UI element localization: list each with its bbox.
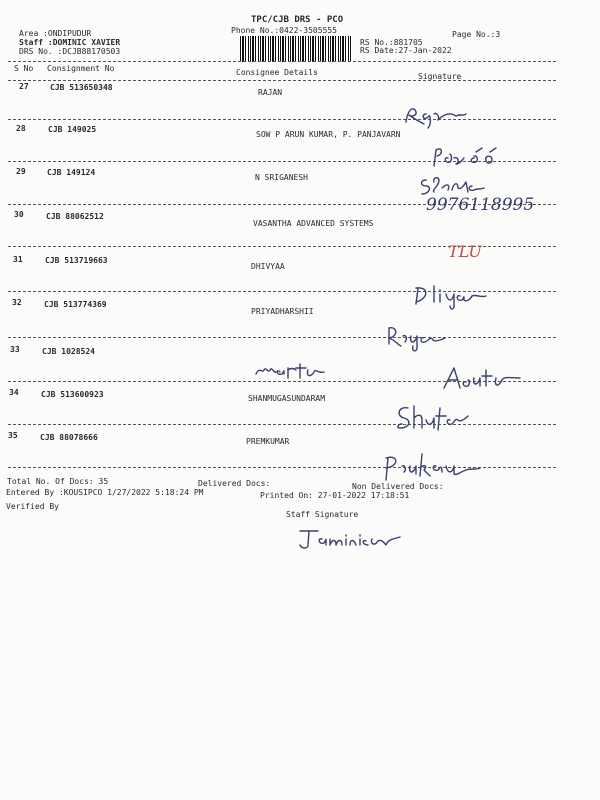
staff-signature-label: Staff Signature [286,510,359,519]
row-consignee: PREMKUMAR [246,437,290,446]
handwritten-signature [380,450,490,484]
handwritten-signature [440,364,530,394]
row-consignment: CJB 513719663 [45,256,108,265]
row-sno: 32 [12,298,22,307]
rs-date: RS Date:27-Jan-2022 [360,46,452,55]
row-consignment: CJB 88078666 [40,433,98,442]
printed-on: Printed On: 27-01-2022 17:18:51 [260,491,410,500]
phone-number: Phone No.:0422-3505555 [231,26,337,35]
handwritten-signature [430,142,510,172]
row-divider [8,119,556,120]
handwritten-signature [252,356,332,382]
staff-handwritten-signature [296,525,416,555]
handwritten-signature [400,100,470,130]
col-signature: Signature [418,72,462,81]
handwritten-signature [385,322,455,352]
non-delivered-docs: Non Delivered Docs: [352,482,444,491]
entered-by: Entered By :KOUSIPCO 1/27/2022 5:18:24 PM [6,488,204,497]
handwritten-signature [410,280,500,308]
row-divider [8,337,556,338]
row-sno: 33 [10,345,20,354]
row-sno: 29 [16,167,26,176]
verified-by: Verified By [6,502,59,511]
row-consignee: PRIYADHARSHII [251,307,314,316]
handwritten-phone: 9976118995 [426,195,535,215]
document-title: TPC/CJB DRS - PCO [251,15,344,25]
row-consignee: DHIVYAA [251,262,285,271]
row-sno: 30 [14,210,24,219]
row-sno: 34 [9,388,19,397]
row-consignment: CJB 88062512 [46,212,104,221]
handwritten-initials [444,240,494,262]
col-sno: S No [14,64,34,73]
page-number: Page No.:3 [452,30,501,39]
staff-label: Staff :DOMINIC XAVIER [19,38,121,47]
header-rule-top [8,61,556,62]
row-consignment: CJB 513774369 [44,300,107,309]
area-label: Area :ONDIPUDUR [19,29,92,38]
handwritten-signature [394,402,474,436]
row-sno: 35 [8,431,18,440]
col-consignee: Consignee Details [236,68,318,77]
row-sno: 28 [16,124,26,133]
handwritten-signature [418,172,558,216]
col-consignment: Consignment No [47,64,115,73]
row-consignment: CJB 149025 [48,125,97,134]
drs-number: DRS No. :DCJB88170503 [19,47,121,56]
row-sno: 27 [19,82,29,91]
delivered-docs: Delivered Docs: [198,479,271,488]
barcode [240,36,352,62]
row-consignment: CJB 1028524 [42,347,95,356]
row-consignee: SHANMUGASUNDARAM [248,394,326,403]
row-consignee: N SRIGANESH [255,173,308,182]
total-docs: Total No. Of Docs: 35 [7,477,109,486]
rs-number: RS No.:881705 [360,38,423,47]
row-consignee: SOW P ARUN KUMAR, P. PANJAVARN [256,130,401,139]
handwritten-initials-text: TLU [448,242,482,261]
row-sno: 31 [13,255,23,264]
row-consignment: CJB 513600923 [41,390,104,399]
row-consignment: CJB 149124 [47,168,96,177]
row-consignee: RAJAN [258,88,283,97]
header-rule-bottom [8,80,556,81]
row-consignment: CJB 513650348 [50,83,113,92]
row-consignee: VASANTHA ADVANCED SYSTEMS [253,219,374,228]
